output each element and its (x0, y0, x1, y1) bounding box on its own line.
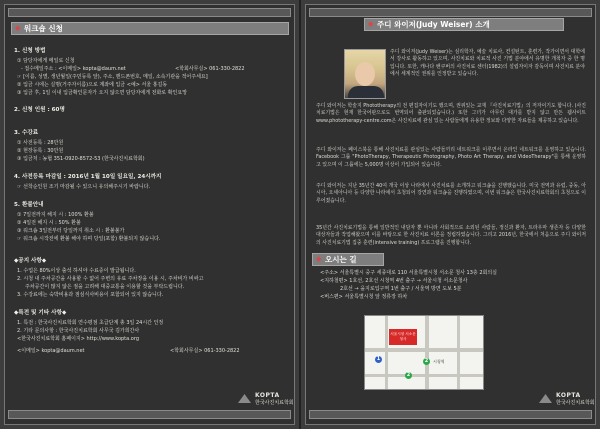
map-road (385, 316, 388, 390)
paragraph-2: 주디 와이저는 학술지 Phototherapy의 전 편집자이기도 했으며, 권위있는 교재 『사진치료기법』의 저자이기도 합니다. (사진치료기법은 현재 한국어판으로도 번역되어 출판되었습니다.) 또한 그녀가 아무런 대가를 받지 않고 만든 웹사이트 www.phototherapy-centre.com은 사진치료에 관심 있는 사람들에게 유용한 정보와 다양한 자료들을 제공하고 있습니다. (316, 103, 586, 124)
subway-line1-icon: 1 (376, 356, 381, 362)
sec5-line4: ☞ 워크숍 시작전에 환불 해야 하며 당일(포함) 환불되지 않습니다. (17, 236, 161, 242)
directions-header (312, 253, 384, 266)
address-line3: 2호선 → 을지로입구역 1번 출구 / 서울역 방면 도보 5분 (340, 286, 462, 292)
address-line2: <지하철편> 1호선, 2호선 시청역 4번 출구 → 서울시청 서소문청사 (320, 278, 468, 284)
logo-sub: 한국사진치료학회 (556, 400, 595, 406)
sec5-title: 5. 환불안내 (14, 202, 44, 208)
map-road (425, 316, 429, 390)
venue-marker (389, 329, 417, 345)
sec4-line1: ☞ 선착순인원 조기 마감될 수 있으니 유의해주시기 바랍니다. (17, 184, 151, 190)
left-panel (4, 4, 295, 425)
notice-line2: 2. 시청 내 주차공간을 사용할 수 없어 주변의 유료 주차장을 이용 시, 주차비가 비싸고 (17, 276, 204, 282)
workshop-apply-header (11, 22, 289, 35)
paragraph-5: 35년간 사진치료기법을 통해 일반적인 내담자 뿐 아니라 사회적으로 소외된 사람들, 정신과 환자, 트라우마 생존자 등 다양한 대상자들과 작업해왔으며 이를 바탕으로 한 사진치료 이론을 정립하였습니다. 그리고 2016년, 한국에서 처음으로 주디 와이저의 사진치료기법 집중 훈련(intensive training) 프로그램을 진행합니다. (316, 225, 586, 246)
portrait-body (348, 86, 384, 99)
fold-line (299, 0, 301, 429)
logo-sub: 한국사진치료학회 (255, 400, 294, 406)
portrait-face (355, 62, 375, 86)
bottom-bar (8, 410, 291, 419)
diamond-icon: ◆ (15, 24, 21, 32)
sec3-line3: ③ 입금처 : 농협 351-0920-8572-53 (한국사진치료학회) (17, 156, 145, 162)
sec1-line1: ① 담당자에게 메일로 신청 (17, 58, 75, 64)
other-title: ◆특전 및 기타 사항◆ (14, 310, 67, 316)
top-bar (8, 8, 291, 17)
address-line4: <버스편> 서울특별시청 앞 정류장 하차 (320, 294, 408, 300)
header-title: 워크숍 신청 (24, 24, 63, 33)
sec3-line2: ② 현장등록 : 30만원 (17, 148, 64, 154)
kopta-logo-icon (539, 394, 552, 403)
directions-title: 오시는 길 (325, 255, 357, 264)
map-road (365, 374, 484, 377)
sec5-line1: ① 7일전까지 해지 시 : 100% 환불 (17, 212, 94, 218)
sec1-line3: ② 입금 시에는 실명(거주자이름)으로 계좌에 입금 <예> 서울 홍길동 (17, 82, 168, 88)
sec1-line2: ☞ [이름, 성별, 생년월일(주민등록 앞), 주소, 핸드폰번호, 메일, 소속기관을 적어주세요] (17, 74, 208, 80)
kopta-logo-icon (238, 394, 251, 403)
header-title: 주디 와이저(Judy Weiser) 소개 (377, 20, 490, 29)
bottom-bar (309, 410, 592, 419)
notice-line2b: 주차공간이 많지 않은 점을 고려해 대중교통을 이용할 것을 부탁드립니다. (25, 284, 185, 290)
sec1-email: - 접수메일주소 : <이메일> kopta@daum.net (21, 66, 126, 72)
top-bar (309, 8, 592, 17)
sec3-line1: ① 사전등록 : 28만원 (17, 140, 64, 146)
other-phone: <학회사무실> 061-330-2822 (170, 348, 240, 354)
kopta-logo (556, 392, 595, 406)
map-road (457, 316, 460, 390)
notice-title: ◆공지 사항◆ (14, 258, 47, 264)
sec1-title: 1. 신청 방법 (14, 48, 46, 54)
sec4-title: 4. 사전등록 마감일 : 2016년 1월 10일 일요일, 24시까지 (14, 174, 162, 180)
venue-label: 서울시청 서소문청사 (390, 332, 416, 341)
diamond-icon: ◆ (368, 20, 374, 28)
other-line1: 1. 특전 : 한국사진치료학회 연수평점 초급단계 총 3일 24시간 인정 (17, 320, 164, 326)
diamond-icon: ◆ (316, 255, 322, 263)
notice-line3: 3. 수강료에는 숙박비용과 점심식사비용이 포함되어 있지 않습니다. (17, 292, 164, 298)
notice-line1: 1. 수업은 80%이상 출석 하셔야 수료증이 발급됩니다. (17, 268, 136, 274)
sec1-line4: ③ 입금 후, 1일 이내 입금확인문자가 오지 않으면 담당자에게 전화로 확인요망 (17, 90, 188, 96)
judy-weiser-header (364, 18, 564, 31)
station-label: 시청역 (433, 359, 445, 364)
logo-name: KOPTA (556, 392, 581, 399)
logo-name: KOPTA (255, 392, 280, 399)
intro-paragraph: 주디 와이저(Judy Weiser)는 심리학자, 예술 치료사, 컨설턴트, 훈련가, 작가이면서 대학에서 강사로 활동하고 있으며, 사진치료와 치료적 사진 기법 분야에서 유명한 개척자 중 한 명입니다. 또한, 캐나다 밴쿠버의 사진치료 센터(1982)의 설립자이자 감독이며 사진치료 분야에서 세계적인 권위를 인정받고 있습니다. (390, 49, 585, 78)
location-map[interactable] (364, 315, 484, 390)
judy-weiser-photo (344, 49, 386, 99)
sec5-line3: ③ 워크숍 3일전부터 당일까지 취소 시 : 환불불가 (17, 228, 125, 234)
subway-line2-icon: 2 (406, 372, 411, 378)
kopta-logo (255, 392, 294, 406)
other-homepage-link[interactable]: <한국사진치료학회 홈페이지> http://www.kopta.org (17, 336, 139, 342)
address-line1: <주소> 서울특별시 중구 세종대로 110 서울특별시청 서소문 청사 13층 2회의실 (320, 270, 498, 276)
sec3-title: 3. 수강료 (14, 130, 39, 136)
other-email[interactable]: <이메일> kopta@daum.net (17, 348, 85, 354)
other-line2: 2. 기타 문의사항 : 한국사진치료학회 사무국 김가희간사 (17, 328, 140, 334)
sec2-title: 2. 신청 인원 : 60명 (14, 107, 65, 113)
paragraph-3: 주디 와이저는 페이스북을 통해 사진치료를 관심있는 사람들끼리 네트워크를 이루면서 온라인 네트워크를 운영하고 있습니다. Facebook 그룹 "PhotoTherapy, Therapeutic Photography, Photo Art Therapy, and VideoTherapy"를 통해 운영하고 있으며 이 그룹에는 5,000명 이상이 가입되어 있습니다. (316, 147, 586, 168)
right-panel (305, 4, 596, 425)
sec1-phone: <학회사무실> 061-330-2822 (175, 66, 245, 72)
subway-line2-icon: 2 (424, 358, 429, 364)
paragraph-4: 주디 와이저는 지난 35년간 40여 개국 이상 나라에서 사진치료를 소개하고 워크숍을 진행했습니다. 미국 전역과 유럽, 중동, 아시아, 오세아니아 등 다양한 나라에서 초청되어 강연과 워크숍을 진행하였으며, 이번 워크숍은 한국사진치료학회의 초청으로 이루어졌습니다. (316, 183, 586, 204)
sec5-line2: ② 4일전 해지 시 : 50% 환불 (17, 220, 81, 226)
